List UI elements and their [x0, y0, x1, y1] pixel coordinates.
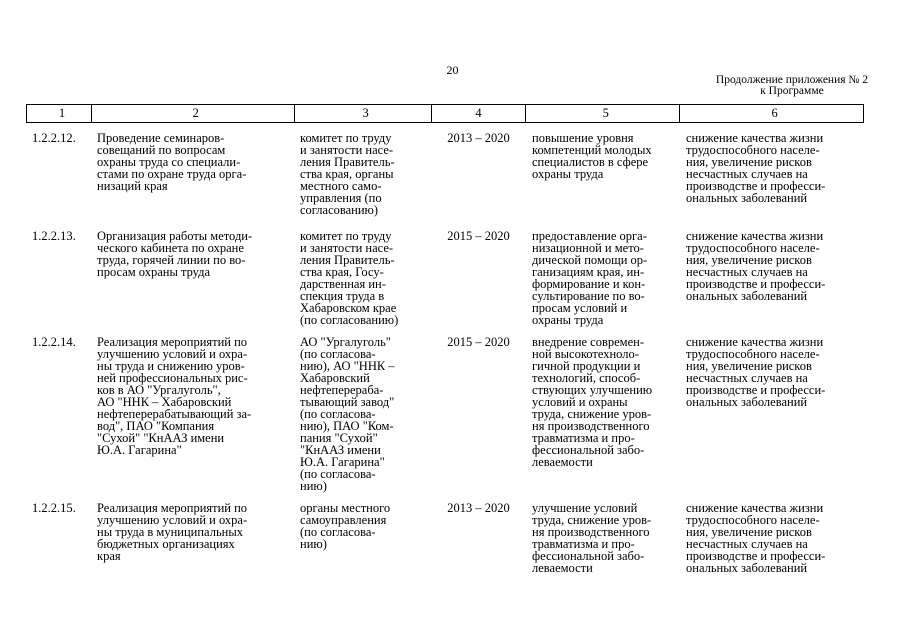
row-result: внедрение современ- ной высокотехноло- гичной продукции и технологий, способ- ствующих улучшению условий и охраны труда, снижение уров- ня производственного травматизма и про- фессиональной забо- леваемости: [532, 335, 653, 469]
row-consequence: снижение качества жизни трудоспособного населе- ния, увеличение рисков несчастных случаев на производстве и професси- ональных заболеваний: [686, 229, 826, 303]
appendix-note: [716, 75, 868, 97]
page-number: 20: [446, 63, 459, 77]
row-consequence: снижение качества жизни трудоспособного населе- ния, увеличение рисков несчастных случаев на производстве и професси- ональных заболеваний: [686, 131, 826, 205]
row-executor: комитет по труду и занятости насе- ления Правитель- ства края, органы местного само- управления (по согласованию): [300, 131, 395, 217]
program-table: [26, 104, 864, 574]
row-period: 2013 – 2020: [447, 501, 510, 515]
row-period: 2015 – 2020: [447, 335, 510, 349]
appendix-note-line: Продолжение приложения № 2: [715, 74, 868, 86]
table-row: [26, 336, 864, 492]
row-number: 1.2.2.15.: [32, 501, 76, 515]
row-result: повышение уровня компетенций молодых специалистов в сфере охраны труда: [532, 131, 652, 181]
row-period: 2013 – 2020: [447, 131, 510, 145]
row-number: 1.2.2.12.: [32, 131, 76, 145]
table-row: [26, 132, 864, 216]
row-consequence: снижение качества жизни трудоспособного населе- ния, увеличение рисков несчастных случаев на производстве и професси- ональных заболеваний: [686, 501, 826, 575]
table-row: [26, 230, 864, 326]
row-executor: комитет по труду и занятости насе- ления Правитель- ства края, Госу- дарственная ин- спекция труда в Хабаровском крае (по согласованию): [300, 229, 399, 327]
row-consequence: снижение качества жизни трудоспособного населе- ния, увеличение рисков несчастных случаев на производстве и професси- ональных заболеваний: [686, 335, 826, 409]
table-row: [26, 502, 864, 574]
header-cell: 5: [526, 105, 680, 122]
row-number: 1.2.2.14.: [32, 335, 76, 349]
row-action: Организация работы методи- ческого кабинета по охране труда, горячей линии по во- просам охраны труда: [97, 229, 253, 279]
row-executor: АО "Ургалуголь" (по согласова- нию), АО "ННК – Хабаровский нефтеперераба- тывающий завод" (по согласова- нию), ПАО "Ком- пания "Сухой" "КнААЗ имени Ю.А. Гагарина" (по согласова- нию): [300, 335, 395, 493]
row-executor: органы местного самоуправления (по согласова- нию): [300, 501, 391, 551]
header-cell: 3: [295, 105, 432, 122]
row-result: улучшение условий труда, снижение уров- ня производственного травматизма и про- фессиональной забо- леваемости: [532, 501, 652, 575]
header-cell: 1: [27, 105, 92, 122]
row-action: Реализация мероприятий по улучшению условий и охра- ны труда в муниципальных бюджетных организациях края: [97, 501, 248, 563]
row-action: Реализация мероприятий по улучшению условий и охра- ны труда и снижению уров- ней профессиональных рис- ков в АО "Ургалуголь", АО "ННК – Хабаровский нефтеперерабатывающий за- вод", ПАО "Компания "Сухой" "КнААЗ имени Ю.А. Гагарина": [97, 335, 252, 457]
row-result: предоставление орга- низационной и мето- дической помощи ор- ганизациям края, ин- формирование и кон- сультирование по во- просам условий и охраны труда: [532, 229, 648, 327]
table-header: [26, 104, 864, 123]
header-cell: 2: [92, 105, 295, 122]
appendix-note-line: к Программе: [760, 85, 824, 97]
header-cell: 6: [680, 105, 864, 122]
row-number: 1.2.2.13.: [32, 229, 76, 243]
header-cell: 4: [432, 105, 527, 122]
row-action: Проведение семинаров- совещаний по вопросам охраны труда со специали- стами по охране труда орга- низаций края: [97, 131, 247, 193]
row-period: 2015 – 2020: [447, 229, 510, 243]
